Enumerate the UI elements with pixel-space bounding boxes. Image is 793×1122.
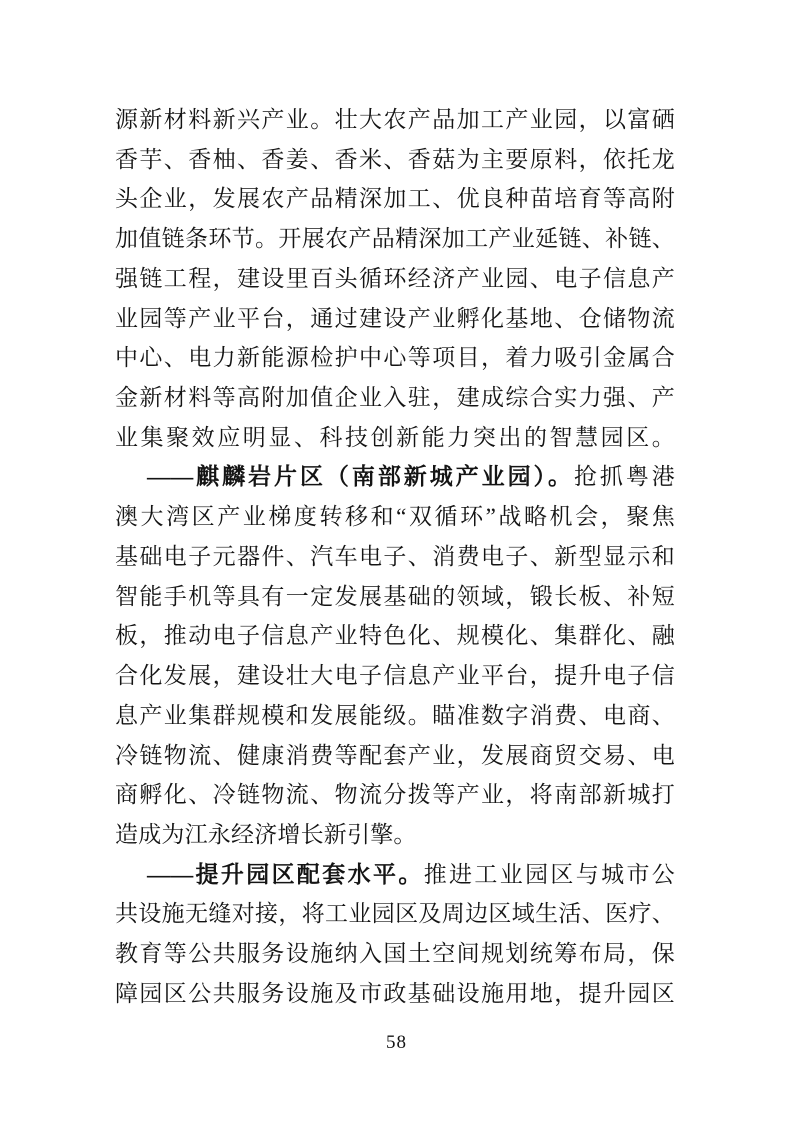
text-line	[115, 934, 675, 974]
text-line	[115, 537, 675, 577]
text-line	[115, 894, 675, 934]
text-run: 金新材料等高附加值企业入驻，建成综合实力强、产	[115, 385, 675, 411]
text-line	[115, 656, 675, 696]
text-line	[115, 418, 675, 458]
text-line	[115, 457, 675, 497]
text-run: 教育等公共服务设施纳入国土空间规划统筹布局，保	[115, 941, 675, 967]
text-run: 业集聚效应明显、科技创新能力突出的智慧园区。	[115, 424, 675, 450]
text-run: 合化发展，建设壮大电子信息产业平台，提升电子信	[115, 663, 675, 689]
text-run: 头企业，发展农产品精深加工、优良种苗培育等高附	[115, 186, 675, 212]
text-run: 商孵化、冷链物流、物流分拨等产业，将南部新城打	[115, 782, 675, 808]
text-line	[115, 974, 675, 1014]
bold-heading-run: ——提升园区配套水平。	[147, 861, 424, 887]
text-run: 基础电子元器件、汽车电子、消费电子、新型显示和	[115, 543, 675, 569]
text-run: 板，推动电子信息产业特色化、规模化、集群化、融	[115, 623, 675, 649]
bold-heading-run: ——麒麟岩片区（南部新城产业园）。	[147, 464, 574, 490]
text-line	[115, 577, 675, 617]
text-run: 源新材料新兴产业。壮大农产品加工产业园，以富硒	[115, 107, 675, 132]
text-line	[115, 736, 675, 776]
text-line	[115, 815, 675, 855]
text-line	[115, 696, 675, 736]
text-line	[115, 338, 675, 378]
text-line	[115, 100, 675, 140]
text-run: 中心、电力新能源检护中心等项目，着力吸引金属合	[115, 345, 675, 371]
text-line	[115, 179, 675, 219]
text-line	[115, 616, 675, 656]
text-run: 息产业集群规模和发展能级。瞄准数字消费、电商、	[115, 702, 675, 728]
text-run: 强链工程，建设里百头循环经济产业园、电子信息产	[115, 265, 675, 291]
text-run: 推进工业园区与城市公	[423, 861, 676, 887]
page-number: 58	[386, 1032, 407, 1053]
text-run: 障园区公共服务设施及市政基础设施用地，提升园区	[115, 980, 675, 1006]
text-run: 共设施无缝对接，将工业园区及周边区域生活、医疗、	[115, 901, 675, 927]
text-line	[115, 219, 675, 259]
text-run: 智能手机等具有一定发展基础的领域，锻长板、补短	[115, 583, 675, 609]
text-run: 加值链条环节。开展农产品精深加工产业延链、补链、	[115, 226, 675, 252]
text-line	[115, 775, 675, 815]
text-run: 造成为江永经济增长新引擎。	[115, 821, 417, 847]
text-run: 冷链物流、健康消费等配套产业，发展商贸交易、电	[115, 742, 675, 768]
text-run: 抢抓粤港	[573, 464, 675, 490]
text-line	[115, 259, 675, 299]
text-line	[115, 378, 675, 418]
text-run: 香芋、香柚、香姜、香米、香菇为主要原料，依托龙	[115, 146, 675, 172]
text-line	[115, 497, 675, 537]
text-run: 澳大湾区产业梯度转移和“双循环”战略机会，聚焦	[115, 504, 675, 530]
text-line	[115, 855, 675, 895]
document-body	[115, 100, 675, 1014]
text-run: 业园等产业平台，通过建设产业孵化基地、仓储物流	[115, 305, 675, 331]
text-line	[115, 140, 675, 180]
text-line	[115, 299, 675, 339]
